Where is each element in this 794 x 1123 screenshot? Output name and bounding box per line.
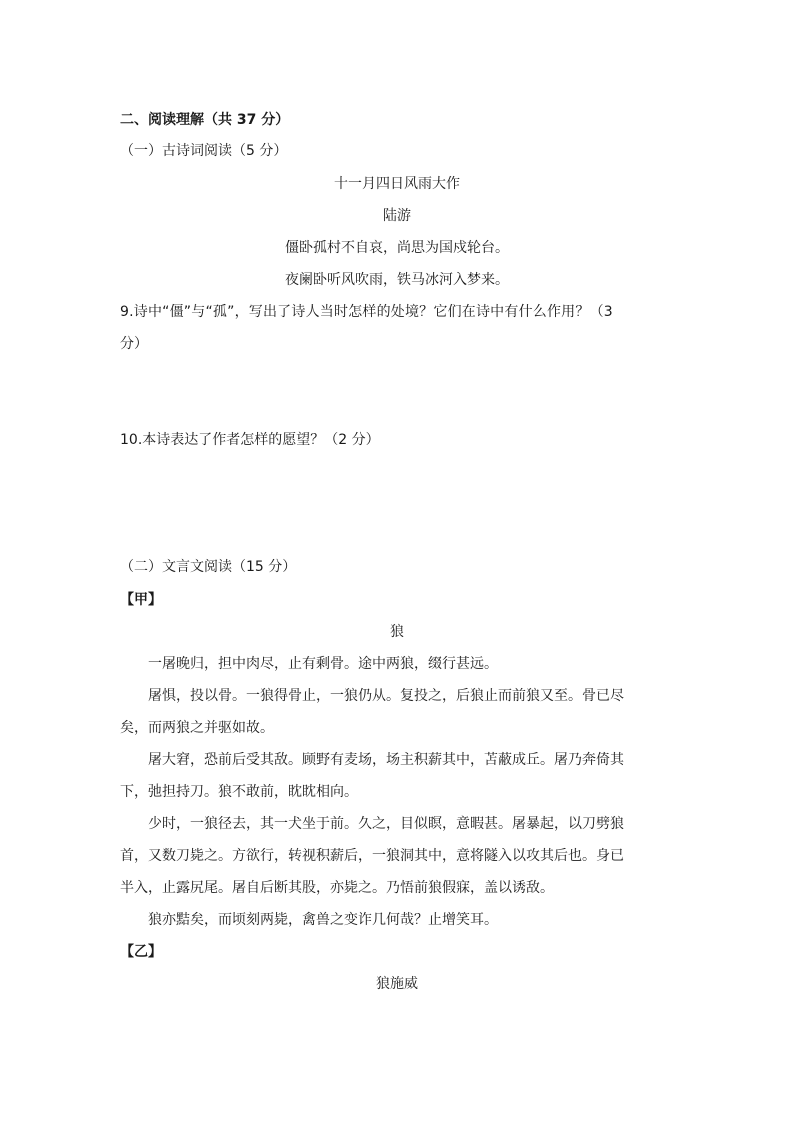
poem-author: 陆游	[383, 208, 411, 224]
paragraph-3-line-1: 屠大窘，恐前后受其敌。顾野有麦场，场主积薪其中，苫蔽成丘。屠乃奔倚其	[148, 752, 624, 768]
paragraph-1: 一屠晚归，担中肉尽，止有剩骨。途中两狼，缀行甚远。	[148, 656, 498, 672]
paragraph-4-line-2: 首，又数刀毙之。方欲行，转视积薪后，一狼洞其中，意将隧入以攻其后也。身已	[120, 848, 624, 864]
part1-heading: （一）古诗词阅读（5 分）	[120, 143, 288, 159]
paragraph-4-line-1: 少时，一狼径去，其一犬坐于前。久之，目似瞑，意暇甚。屠暴起，以刀劈狼	[148, 816, 624, 832]
yi-label: 【乙】	[120, 944, 162, 960]
poem-line-2: 夜阑卧听风吹雨，铁马冰河入梦来。	[285, 272, 509, 288]
part2-heading: （二）文言文阅读（15 分）	[120, 559, 297, 575]
jia-title: 狼	[390, 624, 404, 640]
section-title: 二、阅读理解（共 37 分）	[120, 112, 290, 128]
yi-title: 狼施威	[376, 976, 418, 992]
jia-label: 【甲】	[120, 592, 162, 608]
question-9-line-1: 9.诗中“僵”与“孤”，写出了诗人当时怎样的处境？它们在诗中有什么作用？（3	[120, 304, 613, 320]
paragraph-2-line-1: 屠惧，投以骨。一狼得骨止，一狼仍从。复投之，后狼止而前狼又至。骨已尽	[148, 688, 624, 704]
poem-title: 十一月四日风雨大作	[334, 176, 460, 192]
paragraph-3-line-2: 下，弛担持刀。狼不敢前，眈眈相向。	[120, 784, 358, 800]
poem-line-1: 僵卧孤村不自哀，尚思为国戍轮台。	[285, 240, 509, 256]
question-9-line-2: 分）	[120, 336, 148, 352]
paragraph-2-line-2: 矣，而两狼之并驱如故。	[120, 720, 274, 736]
paragraph-4-line-3: 半入，止露尻尾。屠自后断其股，亦毙之。乃悟前狼假寐，盖以诱敌。	[120, 880, 554, 896]
paragraph-5: 狼亦黠矣，而顷刻两毙，禽兽之变诈几何哉？止增笑耳。	[148, 912, 498, 928]
question-10: 10.本诗表达了作者怎样的愿望？（2 分）	[120, 432, 380, 448]
